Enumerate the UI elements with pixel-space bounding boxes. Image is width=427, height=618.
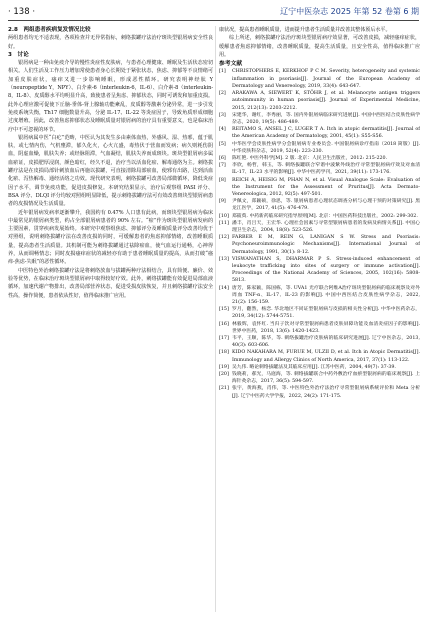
reference-text: 吴九伟. 略论刺络拔罐法及其临床应用[J]. 江苏中医药，2004, 49(7): 37-39.: [232, 364, 396, 370]
reference-text: 中华医学会皮肤性病学分会银屑病专业委员会. 中国银屑病诊疗指南（2018 简版）[J]. 中华皮肤科杂志，2019, 52(4): 223-230.: [232, 141, 420, 154]
reference-number: [19]: [219, 364, 229, 370]
reference-number: [18]: [219, 350, 229, 356]
reference-number: [21]: [219, 386, 229, 392]
body-paragraph: 银屑病属中医“白疕”范畴，中医认为其发生多由素体血热，外感风、湿、热邪，蕴于肌肤，或七情内伤，气机壅滞，郁久化火，心火亢盛，毒热伏于营血而发病；病久则耗伤阴血，阴虚血燥，肌肤失养；或经脉阻滞，气血凝结，肌肤失养而成斑块。斑块型银屑病多属血瘀证，皮损肥厚浸润，颜色暗红，经久不退，治疗当以活血化瘀、解毒通络为主。刺络拔罐疗法是在皮损局部针刺放血后再施以拔罐，可直接清除局部瘀血，使邪有出路，达到活血化瘀、泻热解毒、通经活络之功效。现代研究表明，刺络拔罐可改善局部微循环，降低炎症因子水平，调节免疫功能，促进皮损修复。本研究结果显示，治疗后观察组 PASI 评分、BSA 评分、DLQI 评分均较对照组明显降低，提示刺络拔罐疗法可有效改善斑块型银屑病患者的皮损情况及生活质量。: [8, 134, 213, 208]
reference-item: [219, 349, 420, 363]
reference-item: [219, 126, 420, 140]
reference-number: [8]: [219, 177, 226, 183]
reference-text: 潘丰，肖吕天，王宏华. 心理社会因素与寻常型银屑病患者的发病及病情关系[J]. 中国心理卫生杂志，2004, 18(8): 523-526.: [232, 220, 420, 233]
reference-item: [219, 198, 420, 212]
reference-item: [219, 141, 420, 155]
body-paragraph: 综上所述，刺络拔罐疗法治疗斑块型银屑病疗效显著，可改善皮损，减轻瘙痒症状，缓解患者焦虑抑郁情绪，改善睡眠质量，提高生活质量，且安全性高，值得临床推广应用。: [219, 35, 420, 58]
reference-text: CHRISTOPHERS E, KERKHOF P C M. Severity, heterogeneity and systemic inflammation in psoriasis[J]. Journal of the European Academy of Dermatology and Venereology, 2019, 33(4): 643-647.: [232, 69, 420, 89]
reference-item: [219, 68, 420, 90]
reference-number: [1]: [219, 69, 226, 75]
reference-item: [219, 234, 420, 256]
right-column: [219, 26, 420, 614]
reference-item: [219, 162, 420, 176]
reference-text: 钱晓莉，郝光，马庭海，等. 刺络拔罐联合中药外敷治疗血瘀型银屑病的临床观察[J]. 上海针灸杂志，2017, 36(5): 594-597.: [232, 372, 420, 385]
reference-number: [10]: [219, 213, 229, 219]
reference-number: [15]: [219, 307, 229, 313]
reference-number: [7]: [219, 163, 226, 169]
reference-number: [17]: [219, 336, 229, 341]
section-heading: 2.8 两组患者疾病复发情况比较: [8, 27, 91, 33]
reference-item: [219, 220, 420, 234]
reference-text: 郑筱萸. 中药新药临床研究指导原则[M]. 北京：中国医药科技出版社，2002: 299-302.: [232, 213, 418, 219]
reference-number: [20]: [219, 372, 229, 378]
reference-text: VISWANATHAN S, DHARMAR P S. Stress-induced enhancement of leukocyte trafficking into sites of surgery or immune activation[J]. Proceedings of the National Academy of Sciences, 2005, 102(16): 5808-5813.: [232, 256, 420, 284]
body-paragraph: 康状况，提高患者睡眠质量，进而提升患者生活质量并改善其整体预后水平。: [219, 27, 391, 33]
reference-item: [219, 306, 420, 320]
page-header: [8, 6, 419, 21]
reference-number: [16]: [219, 321, 229, 327]
reference-number: [6]: [219, 155, 226, 161]
reference-text: FARBER E M, REIN G, LANIGAN S W. Stress and Psoriasis: Psychoneuroimmunologic Mechanisms[J]. International Journal of Dermatology, 1991, 30(1): 8-12.: [232, 235, 420, 255]
reference-item: [219, 371, 420, 385]
reference-number: [3]: [219, 112, 226, 118]
body-paragraph: 中医特色外治刺络拔罐疗法是将刺络放血与拔罐两种疗法相结合，具有简便、廉价、效验等优势，在临床治疗斑块型银屑病中取得较好疗效。此外，刺络拔罐能有效促进局部血液循环，加速代谢产物排出，改善局部营养状态，促进受损皮肤恢复，并且刺络拔罐疗法安全性高，操作简便，患者依从性好，值得临床推广应用。: [8, 267, 213, 299]
reference-item: [219, 321, 420, 335]
reference-item: [219, 364, 420, 371]
reference-number: [5]: [219, 141, 226, 147]
left-column: [8, 26, 213, 614]
reference-number: [12]: [219, 235, 229, 241]
reference-text: ARAKAWA A, SIEWERT K, STÖHR J, et al. Melanocyte antigen triggers autoimmunity in human psoriasis[J]. Journal of Experimental Medicine, 2015, 212(13): 2203-2212.: [232, 91, 420, 111]
reference-text: 李欣，杨哲，韩玉，等. 刺络拔罐联合窄谱中波紫外线治疗寻常型银屑病疗效及对血清 IL-17、IL-23 水平的影响[J]. 中华中医药学刊，2021, 39(11): 173-176.: [232, 163, 420, 176]
reference-item: [219, 155, 420, 162]
reference-item: [219, 112, 420, 126]
reference-number: [4]: [219, 127, 226, 133]
reference-number: [9]: [219, 199, 226, 205]
reference-text: 韦平，王顺，陈华，等. 刺络拔罐治疗皮肤病的临床研究进展[J]. 辽宁中医杂志，2013, 40(3): 603-606.: [232, 336, 420, 349]
reference-item: [219, 90, 420, 112]
reference-item: [219, 177, 420, 199]
column-divider: [215, 26, 216, 612]
reference-number: [2]: [219, 91, 226, 97]
reference-number: [13]: [219, 256, 229, 262]
reference-text: 尹佩文，郑颖硕，徐思，等. 银屑病患者心理状态调查分析与心理干预的对策研究[J]. 黑龙江医学，2017, 41(5): 476-479.: [232, 199, 420, 212]
section-heading: 3 讨论: [8, 51, 29, 58]
reference-item: [219, 285, 420, 307]
page-number: · 138 ·: [8, 7, 36, 17]
reference-item: [219, 256, 420, 285]
reference-item: [219, 213, 420, 220]
reference-text: REICH A, HEISIG M, PHAN N, et al. Visual Analogue Scale: Evaluation of the Instrument for the Assessment of Pruritus[J]. Acta Dermato-Venereologica, 2012, 92(5): 497-501.: [232, 177, 420, 197]
reference-item: [219, 385, 420, 399]
reference-text: 唐芳，陈家颖，陈国栋，等. UVA1 光疗联合阿维A治疗斑块型银屑病的临床观察及对外周血 TNF-α、IL-17、IL-23 的影响[J]. 中国中西医结合皮肤性病学杂志，2022, 21(2): 156-159.: [232, 285, 420, 305]
reference-item: [219, 335, 420, 349]
reference-number: [14]: [219, 285, 229, 291]
body-paragraph: 近年银屑病发病率逐渐攀升，我国约有 0.47% 人口患有此病，而斑块型银屑病为临床中最常见的银屑病类型，约占全部银屑病患者的 90% 左右。“瘀”作为斑块型银屑病发病的主要因素，贯穿疾病发展始终。本研究中观察组焦虑、抑郁评分及睡眠质量评分改善均优于对照组，说明刺络拔罐疗法在改善皮损的同时，可缓解患者的焦虑抑郁情绪，改善睡眠质量，提高患者生活质量。其机制可能为刺络拔罐通过祛除瘀血，使气血运行通畅，心神得养，从而调畅情志；同时皮损瘙痒症状的减轻亦有助于患者睡眠质量的提高，从而打破“瘙痒-焦虑-失眠”的恶性循环。: [8, 209, 213, 266]
reference-text: 林毅辉，袁怀红. 当归子饮对寻常型银屑病患者皮肤屏障功能及血清炎症因子的影响[J]. 世界中医药，2018, 13(6): 1420-1423.: [232, 321, 420, 334]
reference-text: KIDO NAKAHARA M, FURUE M, ULZII D, et al. Itch in Atopic Dermatitis[J]. Immunology and Allergy Clinics of North America, 2017, 37(1): 113-122.: [232, 350, 420, 363]
reference-number: [11]: [219, 220, 229, 226]
reference-text: 宋建华，谢红，李秀丽，等. 国内外银屑病临床研究进展[J]. 中国中西医结合皮肤性病学杂志，2020, 19(5): 486-489.: [232, 112, 420, 125]
body-paragraph: 银屑病是一种由免疫介导的慢性炎症性皮肤病，与患者心理健康、睡眠及生活状态密切相关。人们生活及工作压力增加常使患者身心长期处于紧张状态，焦虑、抑郁等不良情绪可加重皮肤症状，瘙痒又进一步影响睡眠，形成恶性循环。研究表明神经肽 Y（neuropeptide Y，NPY）、白介素-6（interleukin-6，IL-6）、白介素-8（interleukin-8，IL-8）、皮质醇水平均明显升高，致使患者呈焦虑、抑郁状态，同时可诱发和加重皮损。此外心理应激可促使下丘脑-垂体-肾上腺轴功能紊乱，皮质醇等激素分泌异常，进一步引发免疫系统失衡，Th17 细胞数量升高，分泌 IL-17、IL-22 等炎症因子，导致角质形成细胞过度增殖。因此，改善焦虑抑郁状态及睡眠质量对银屑病的治疗具有重要意义，也是临床治疗中不可忽视的环节。: [8, 60, 213, 133]
reference-text: 陈红艳. 中医外科学[M]. 2 版. 北京：人民卫生出版社，2012: 215-220.: [232, 155, 388, 161]
reference-text: REITAMO S, ANSEL J C, LUGER T A. Itch in atopic dermatitis[J]. Journal of the American Academy of Dermatology, 2001, 45(1): S55-S56.: [232, 127, 420, 140]
journal-title: 辽宁中医杂志 2025 年第 52 卷第 6 期: [280, 7, 419, 16]
reference-text: 罗月，翻然，杨恋. 华北地区不同证型银屑病与皮损的相关性分析[J]. 中华中医药杂志，2019, 34(12): 5744-5751.: [232, 307, 420, 320]
body-paragraph: 两组患者均无不适表现，各项检查并无异常指标，刺络拔罐疗法治疗斑块型银屑病安全性良好。: [8, 35, 213, 50]
reference-text: 张宇，黄海燕，肖伟，等. 中医特色外治疗法治疗寻常型银屑病系统评价和 Meta 分析[J]. 辽宁中医药大学学报，2022, 24(2): 171-175.: [232, 386, 420, 399]
references-heading: 参考文献: [219, 61, 243, 68]
